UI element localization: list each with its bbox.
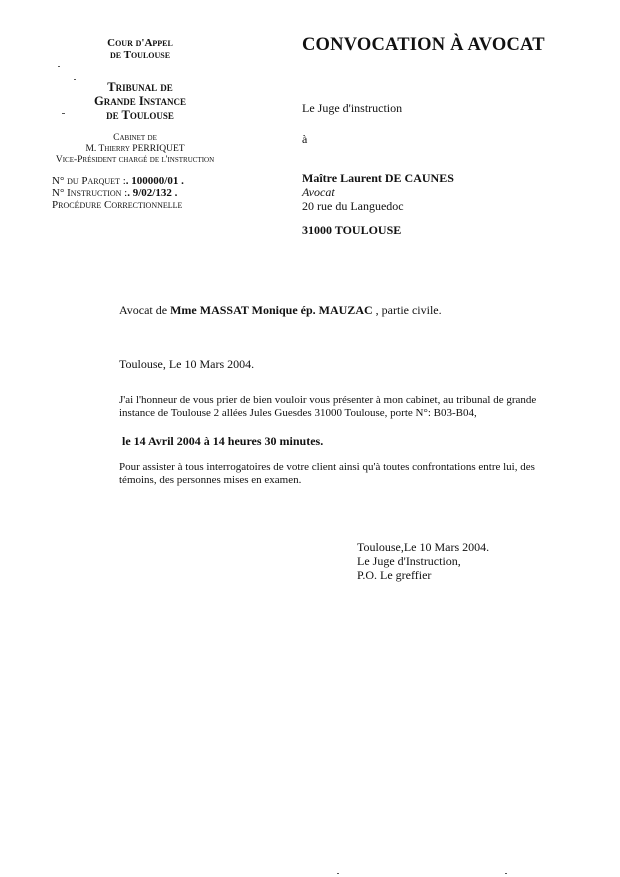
case-references bbox=[52, 175, 272, 211]
procedure-type: Procédure Correctionnelle bbox=[52, 199, 183, 211]
cabinet-block bbox=[20, 133, 250, 166]
scan-speck bbox=[62, 113, 65, 114]
paragraph-1-line-1: J'ai l'honneur de vous prier de bien vouloir vous présenter à mon cabinet, au tribunal de grande bbox=[119, 394, 537, 406]
tribunal-block bbox=[70, 80, 210, 122]
court-of-appeal bbox=[80, 37, 200, 61]
scan-speck bbox=[505, 873, 507, 874]
recipient-role: Avocat bbox=[302, 185, 335, 199]
avocat-suffix: , partie civile. bbox=[372, 303, 442, 317]
recipient-street: 20 rue du Languedoc bbox=[302, 199, 404, 213]
avocat-line bbox=[119, 303, 442, 317]
tribunal-line-2: Grande Instance bbox=[93, 94, 187, 108]
instruction-value: . 9/02/132 . bbox=[127, 187, 178, 199]
scan-speck bbox=[58, 66, 60, 67]
date-line: Toulouse, Le 10 Mars 2004. bbox=[119, 357, 255, 371]
signature-line-2: Le Juge d'Instruction, bbox=[357, 554, 461, 568]
parquet-value: . 100000/01 . bbox=[125, 175, 184, 187]
paragraph-2-line-2: témoins, des personnes mises en examen. bbox=[119, 474, 302, 486]
recipient-name: Maître Laurent DE CAUNES bbox=[302, 171, 454, 185]
signature-block bbox=[357, 540, 557, 582]
court-line-2: de Toulouse bbox=[109, 49, 171, 61]
scan-speck bbox=[337, 873, 339, 874]
tribunal-line-3: de Toulouse bbox=[106, 108, 174, 122]
parquet-label: N° du Parquet : bbox=[52, 175, 126, 187]
instruction-label: N° Instruction : bbox=[52, 187, 128, 199]
recipient-block bbox=[302, 171, 602, 237]
sender: Le Juge d'instruction bbox=[302, 101, 403, 115]
paragraph-1 bbox=[119, 394, 559, 420]
cabinet-line-3: Vice-Président chargé de l'instruction bbox=[55, 155, 215, 165]
paragraph-1-line-2: instance de Toulouse 2 allées Jules Guesdes 31000 Toulouse, porte N°: B03-B04, bbox=[119, 407, 477, 419]
paragraph-2-line-1: Pour assister à tous interrogatoires de votre client ainsi qu'à toutes confrontations entre lui, des bbox=[119, 461, 535, 473]
cabinet-line-2: M. Thierry PERRIQUET bbox=[85, 144, 185, 154]
paragraph-2 bbox=[119, 461, 559, 487]
recipient-city: 31000 TOULOUSE bbox=[302, 223, 402, 237]
signature-line-3: P.O. Le greffier bbox=[357, 568, 432, 582]
document-title: CONVOCATION À AVOCAT bbox=[302, 35, 545, 55]
court-line-1: Cour d'Appel bbox=[107, 37, 173, 49]
client-name: Mme MASSAT Monique ép. MAUZAC bbox=[170, 303, 373, 317]
instruction-number bbox=[52, 187, 272, 199]
tribunal-line-1: Tribunal de bbox=[107, 80, 173, 94]
scan-speck bbox=[74, 79, 76, 80]
to-word: à bbox=[302, 132, 308, 146]
signature-line-1: Toulouse,Le 10 Mars 2004. bbox=[357, 540, 490, 554]
appointment-date: le 14 Avril 2004 à 14 heures 30 minutes. bbox=[122, 434, 324, 448]
cabinet-line-1: Cabinet de bbox=[113, 133, 157, 143]
parquet-number bbox=[52, 175, 272, 187]
avocat-prefix: Avocat de bbox=[119, 303, 171, 317]
